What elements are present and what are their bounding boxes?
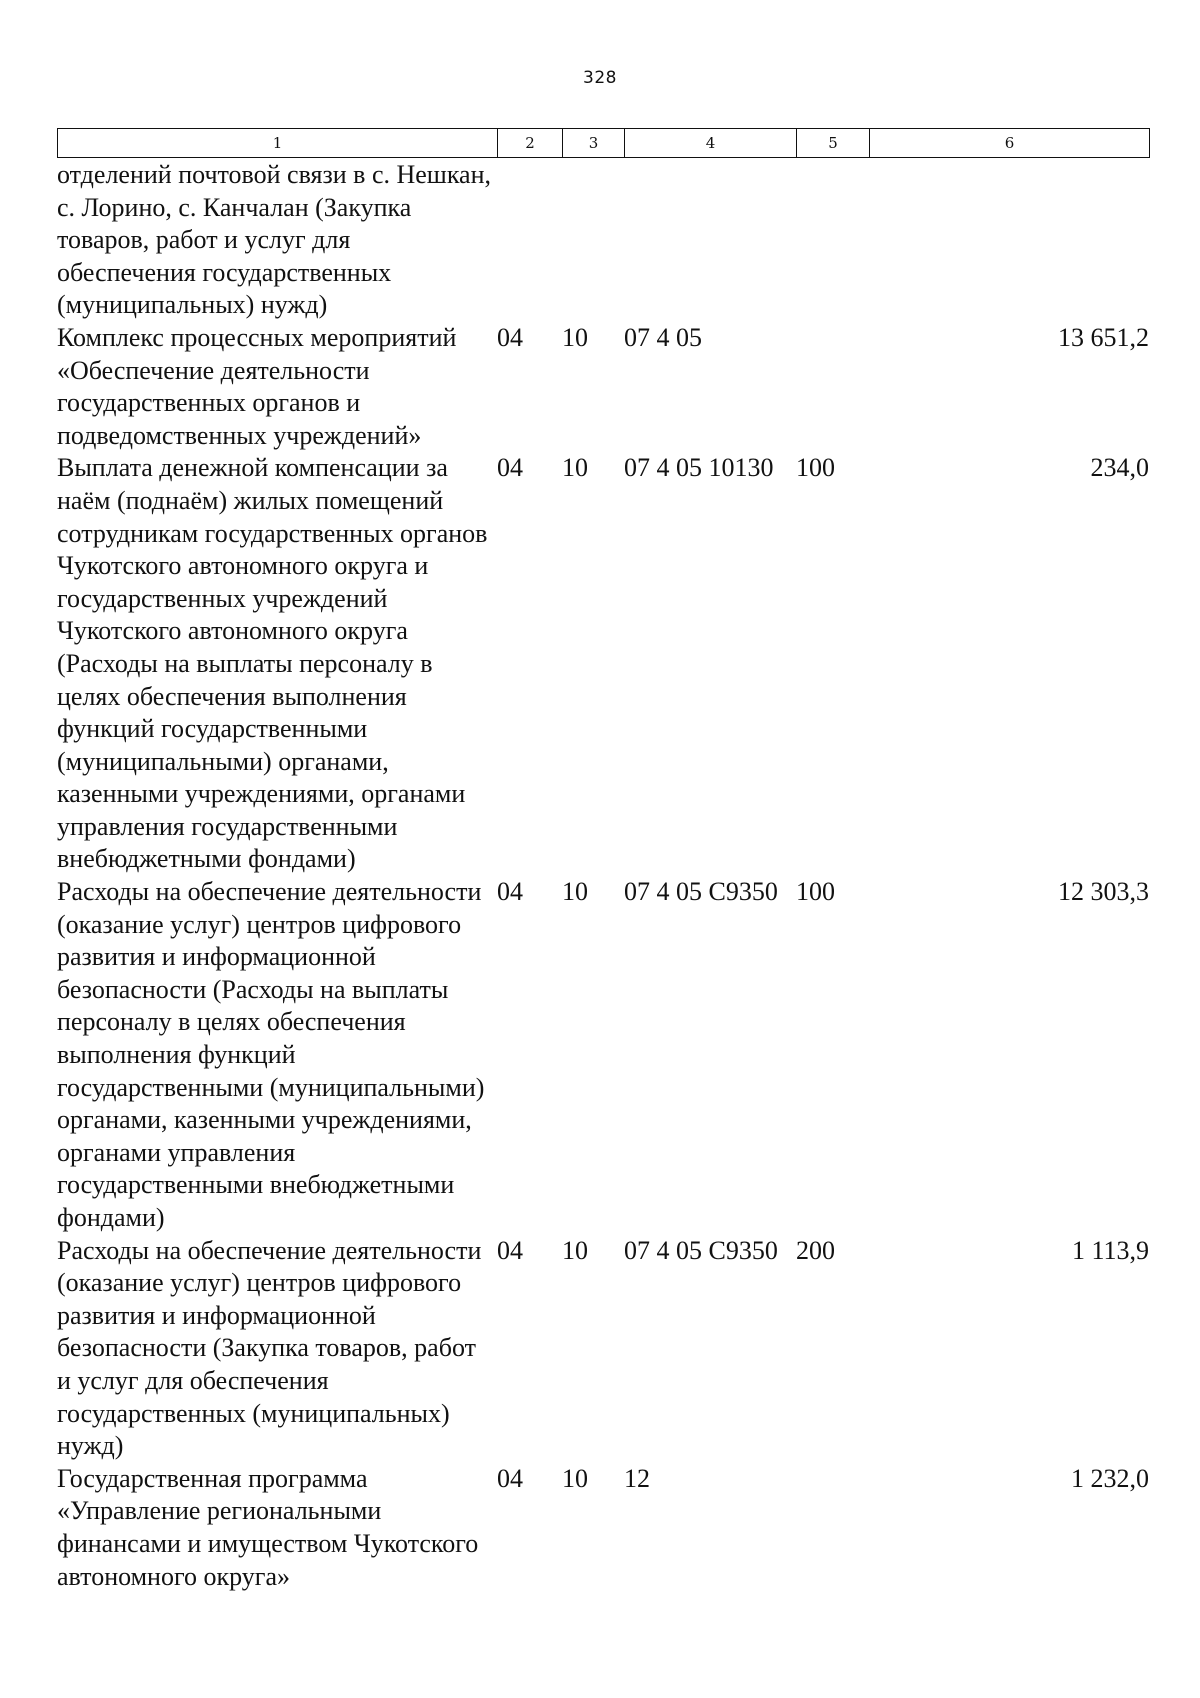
subsection-code-cell: 10	[562, 1235, 588, 1265]
subsection-code-cell: 10	[562, 1463, 588, 1493]
table-row	[57, 1463, 1149, 1593]
column-header: 3	[563, 129, 625, 158]
expense-type-cell	[796, 159, 869, 322]
row-name-cell: Выплата денежной компенсации за наём (поднаём) жилых помещений сотрудникам государственных органов Чукотского автономного округа и государственных учреждений Чукотского автономного округа (Расходы на выплаты персоналу в целях обеспечения выполнения функций государственными (муниципальными) органами, казенными учреждениями, органами управления государственными внебюджетными фондами)	[57, 453, 488, 874]
table-row	[57, 322, 1149, 452]
section-code-cell: 04	[497, 453, 523, 483]
row-name-cell: Расходы на обеспечение деятельности (оказание услуг) центров цифрового развития и информационной безопасности (Расходы на выплаты персоналу в целях обеспечения выполнения функций государственными (муниципальными) органами, казенными учреждениями, органами управления государственными внебюджетными фондами)	[57, 877, 485, 1232]
column-header: 1	[58, 129, 498, 158]
table-row	[57, 876, 1149, 1235]
table-row	[57, 452, 1149, 876]
table-row	[57, 159, 1149, 322]
row-name-cell: отделений почтовой связи в с. Нешкан, с. Лорино, с. Канчалан (Закупка товаров, работ и услуг для обеспечения государственных (муниципальных) нужд)	[57, 160, 492, 320]
target-article-cell: 07 4 05 С9350	[624, 1235, 778, 1265]
section-code-cell: 04	[497, 877, 523, 907]
section-code-cell: 04	[497, 322, 523, 352]
amount-cell: 234,0	[1090, 453, 1149, 483]
amount-cell: 12 303,3	[1058, 877, 1149, 907]
section-code-cell: 04	[497, 1235, 523, 1265]
target-article-cell: 07 4 05 10130	[624, 453, 774, 483]
subsection-code-cell: 10	[562, 453, 588, 483]
subsection-code-cell: 10	[562, 322, 588, 352]
amount-cell: 13 651,2	[1058, 322, 1149, 352]
expense-type-cell: 100	[796, 453, 835, 483]
column-header: 6	[870, 129, 1150, 158]
target-article-cell: 07 4 05	[624, 322, 702, 352]
expense-type-cell: 200	[796, 1235, 835, 1265]
table-row	[57, 1235, 1149, 1463]
target-article-cell: 12	[624, 1463, 650, 1493]
subsection-code-cell: 10	[562, 877, 588, 907]
column-header: 5	[797, 129, 870, 158]
target-article-cell	[624, 159, 796, 322]
section-code-cell: 04	[497, 1463, 523, 1493]
expense-type-cell	[796, 322, 869, 452]
row-name-cell: Комплекс процессных мероприятий «Обеспечение деятельности государственных органов и подведомственных учреждений»	[57, 322, 457, 450]
page-number: 328	[583, 68, 617, 88]
amount-cell: 1 232,0	[1071, 1463, 1149, 1493]
row-name-cell: Государственная программа «Управление региональными финансами и имуществом Чукотского автономного округа»	[57, 1463, 479, 1591]
target-article-cell: 07 4 05 С9350	[624, 877, 778, 907]
column-header-row	[58, 129, 1150, 158]
section-code-cell	[497, 159, 562, 322]
column-header: 2	[498, 129, 563, 158]
amount-cell	[869, 159, 1149, 322]
budget-table	[57, 159, 1149, 1593]
expense-type-cell	[796, 1463, 869, 1593]
subsection-code-cell	[562, 159, 624, 322]
column-header: 4	[625, 129, 797, 158]
amount-cell: 1 113,9	[1071, 1235, 1149, 1265]
row-name-cell: Расходы на обеспечение деятельности (оказание услуг) центров цифрового развития и информационной безопасности (Закупка товаров, работ и услуг для обеспечения государственных (муниципальных) нужд)	[57, 1235, 482, 1461]
expense-type-cell: 100	[796, 877, 835, 907]
column-header-table	[57, 128, 1150, 158]
